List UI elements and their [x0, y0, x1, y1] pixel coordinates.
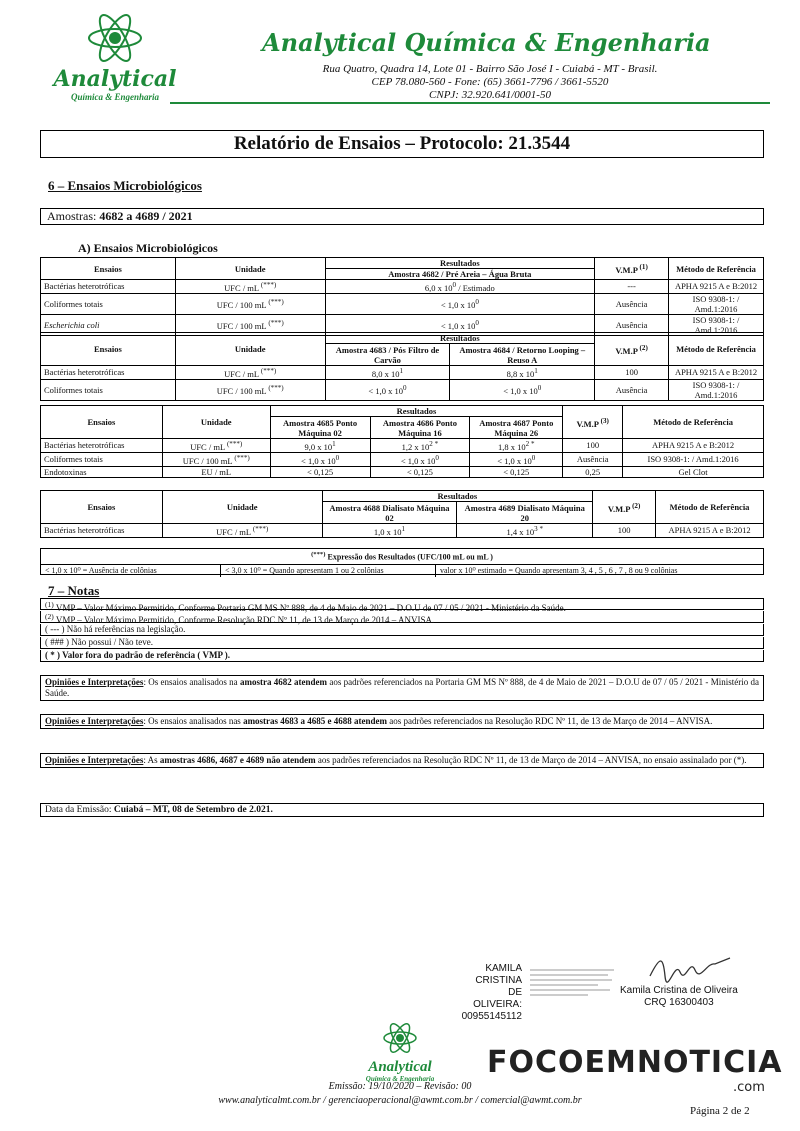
- legend-item: < 3,0 x 10⁰ = Quando apresentam 1 ou 2 colônias: [221, 565, 436, 577]
- opinion-box: Opiniões e Interpretações: Os ensaios analisados nas amostras 4683 a 4685 e 4688 atendem aos padrões referenciados na Resolução RDC Nº 11, de 13 de Março de 2014 – ANVISA.: [40, 714, 764, 729]
- footer-logo-subtitle: Química & Engenharia: [365, 1075, 435, 1083]
- note-item: ( * ) Valor fora do padrão de referência ( VMP ).: [40, 650, 764, 662]
- footer-logo: [340, 1022, 460, 1083]
- sample-header: Amostra 4687 Ponto Máquina 26: [470, 417, 563, 439]
- header-divider: [170, 102, 770, 104]
- table-row: Coliformes totais UFC / 100 mL (***) < 1,0 x $10^0$ Ausência ISO 9308-1: / Amd.1:2016: [41, 293, 764, 314]
- footer-contacts: www.analyticalmt.com.br / gerenciaoperacional@awmt.com.br / comercial@awmt.com.br: [218, 1095, 582, 1106]
- sample-header: Amostra 4682 / Pré Areia – Água Bruta: [325, 269, 595, 280]
- col-resultados: Resultados: [325, 258, 595, 269]
- logo-text: Analytical: [53, 66, 177, 92]
- col-unidade: Unidade: [175, 258, 325, 280]
- opinion-box: Opiniões e Interpretações: As amostras 4686, 4687 e 4689 não atendem aos padrões referenciados na Resolução RDC Nº 11, de 13 de Março de 2014 – ANVISA, no ensaio assinalado por (*).: [40, 753, 764, 768]
- footer-logo-text: Analytical: [368, 1059, 432, 1075]
- results-legend: [40, 548, 764, 575]
- results-table-1: [40, 257, 764, 336]
- sample-header: Amostra 4684 / Retorno Looping – Reuso A: [450, 344, 595, 366]
- note-item: ( --- ) Não há referências na legislação.: [40, 624, 764, 636]
- handwritten-signature-icon: [645, 952, 735, 984]
- digital-signature: KAMILA CRISTINA DE OLIVEIRA: 00955145112: [461, 963, 522, 1022]
- atom-logo-icon: [40, 8, 190, 68]
- col-vmp: V.M.P $^{(1)}$: [595, 258, 669, 280]
- address-line: CNPJ: 32.920.641/0001-50: [429, 89, 551, 101]
- note-item: $^{(2)}$ VMP – Valor Máximo Permitido, Conforme Resolução RDC Nº 11, de 13 de Março de 2014 – ANVISA.: [40, 611, 764, 623]
- sample-header: Amostra 4689 Dialisato Máquina 20: [457, 502, 593, 524]
- report-title: Relatório de Ensaios – Protocolo: 21.3544: [40, 130, 764, 158]
- company-logo: [40, 8, 200, 108]
- col-metodo: Método de Referência: [669, 258, 764, 280]
- note-item: $^{(1)}$ VMP – Valor Máximo Permitido, Conforme Portaria GM MS Nº 888, de 4 de Maio de 2021 – D.O.U de 07 / 05 / 2021 - Ministério da Saúde.: [40, 598, 764, 610]
- opinion-box: Opiniões e Interpretações: Os ensaios analisados na amostra 4682 atendem aos padrões referenciados na Portaria GM MS Nº 888, de 4 de Maio de 2021 – D.O.U de 07 / 05 / 2021 - Ministério da Saúde.: [40, 675, 764, 701]
- section-7-title: 7 – Notas: [48, 583, 100, 598]
- col-ensaios: Ensaios: [41, 258, 176, 280]
- letterhead: [40, 8, 770, 108]
- sample-header: Amostra 4688 Dialisato Máquina 02: [322, 502, 457, 524]
- atom-logo-icon: [340, 1022, 460, 1054]
- table-row: Bactérias heterotróficas UFC / mL (***) 8,0 x $10^1$ 8,8 x $10^1$ 100 APHA 9215 A e B:2012: [41, 366, 764, 380]
- table-row: Bactérias heterotróficas UFC / mL (***) 1,0 x $10^1$ 1,4 x $10^{3 *}$ 100 APHA 9215 A e B:2012: [41, 524, 764, 538]
- results-table-4: Ensaios Unidade Resultados V.M.P $^{(2)}$ Método de Referência Amostra 4688 Dialisato Máquina 02 Amostra 4689 Dialisato Máquina 20 Bactérias heterotróficas UFC / mL (***) 1,0 x $10^1$ 1,4 x $10^{3 *}$ 100 APHA 9215 A e B:2012: [40, 490, 764, 538]
- section-6-title: 6 – Ensaios Microbiológicos: [48, 178, 202, 193]
- sample-header: Amostra 4686 Ponto Máquina 16: [370, 417, 470, 439]
- logo-subtitle: Química & Engenharia: [70, 92, 160, 102]
- signature-stamp-icon: [528, 965, 618, 1005]
- results-table-2: Ensaios Unidade Resultados V.M.P $^{(2)}$ Método de Referência Amostra 4683 / Pós Filtro de Carvão Amostra 4684 / Retorno Looping – Reuso A Bactérias heterotróficas UFC / mL (***) 8,0 x $10^1$ 8,8 x $10^1$ 100 APHA 9215 A e B:2012 Coliformes totais UFC / 100 mL (***) < 1,0 x $10^0$ < 1,0 x $10^0$ Ausência ISO 9308-1: / Amd.1:2016: [40, 332, 764, 401]
- legend-item: < 1,0 x 10⁰ = Ausência de colônias: [41, 565, 221, 577]
- table-row: Bactérias heterotróficas UFC / mL (***) 9,0 x $10^1$ 1,2 x $10^{2 *}$ 1,8 x $10^{2 *}$ 100 APHA 9215 A e B:2012: [41, 439, 764, 453]
- samples-label: Amostras:: [47, 209, 100, 223]
- footer-text: [200, 1080, 600, 1108]
- table-row: Escherichia coli UFC / 100 mL (***) < 1,0 x $10^0$ Ausência ISO 9308-1: / Amd.1:2016: [41, 314, 764, 335]
- emission-date: Data da Emissão: Cuiabá – MT, 08 de Setembro de 2.021.: [40, 803, 764, 817]
- note-item: ( ### ) Não possui / Não teve.: [40, 637, 764, 649]
- address-line: CEP 78.080-560 - Fone: (65) 3661-7796 / 3661-5520: [371, 76, 609, 88]
- legend-item: valor x 10⁰ estimado = Quando apresentam 3, 4 , 5 , 6 , 7 , 8 ou 9 colônias: [440, 565, 678, 575]
- table-row: Coliformes totais UFC / 100 mL (***) < 1,0 x $10^0$ < 1,0 x $10^0$ Ausência ISO 9308-1: / Amd.1:2016: [41, 379, 764, 400]
- signer-info: Kamila Cristina de Oliveira CRQ 16300403: [620, 985, 738, 1008]
- company-name: Analytical Química & Engenharia: [262, 28, 711, 57]
- table-row: Endotoxinas EU / mL < 0,125 < 0,125 < 0,125 0,25 Gel Clot: [41, 466, 764, 477]
- subsection-title: A) Ensaios Microbiológicos: [78, 241, 218, 255]
- sample-header: Amostra 4685 Ponto Máquina 02: [270, 417, 370, 439]
- samples-value: 4682 a 4689 / 2021: [99, 209, 193, 223]
- page-number: Página 2 de 2: [690, 1105, 750, 1117]
- table-row: Coliformes totais UFC / 100 mL (***) < 1,0 x $10^0$ < 1,0 x $10^0$ < 1,0 x $10^0$ Ausência ISO 9308-1: / Amd.1:2016: [41, 452, 764, 466]
- address-line: Rua Quatro, Quadra 14, Lote 01 - Bairro São José I - Cuiabá - MT - Brasil.: [322, 63, 658, 75]
- legend-title: (***) Expressão dos Resultados (UFC/100 mL ou mL ): [41, 549, 763, 565]
- company-address: [290, 63, 690, 102]
- table-header-row: [41, 258, 764, 269]
- table-row: Bactérias heterotróficas UFC / mL (***) 6,0 x $10^0$ / Estimado --- APHA 9215 A e B:2012: [41, 280, 764, 294]
- sample-header: Amostra 4683 / Pós Filtro de Carvão: [325, 344, 450, 366]
- samples-range: [40, 208, 764, 225]
- watermark-suffix: .com: [733, 1080, 765, 1095]
- footer-emission: Emissão: 19/10/2020 – Revisão: 00: [328, 1081, 472, 1092]
- watermark: FOCOEMNOTICIA: [487, 1045, 783, 1080]
- results-table-3: Ensaios Unidade Resultados V.M.P $^{(3)}$ Método de Referência Amostra 4685 Ponto Máquina 02 Amostra 4686 Ponto Máquina 16 Amostra 4687 Ponto Máquina 26 Bactérias heterotróficas UFC / mL (***) 9,0 x $10^1$ 1,2 x $10^{2 *}$ 1,8 x $10^{2 *}$ 100 APHA 9215 A e B:2012 Coliformes totais UFC / 100 mL (***) < 1,0 x $10^0$ < 1,0 x $10^0$ < 1,0 x $10^0$ Ausência ISO 9308-1: / Amd.1:2016 Endotoxinas EU / mL < 0,125 < 0,125 < 0,125 0,25 Gel Clot: [40, 405, 764, 478]
